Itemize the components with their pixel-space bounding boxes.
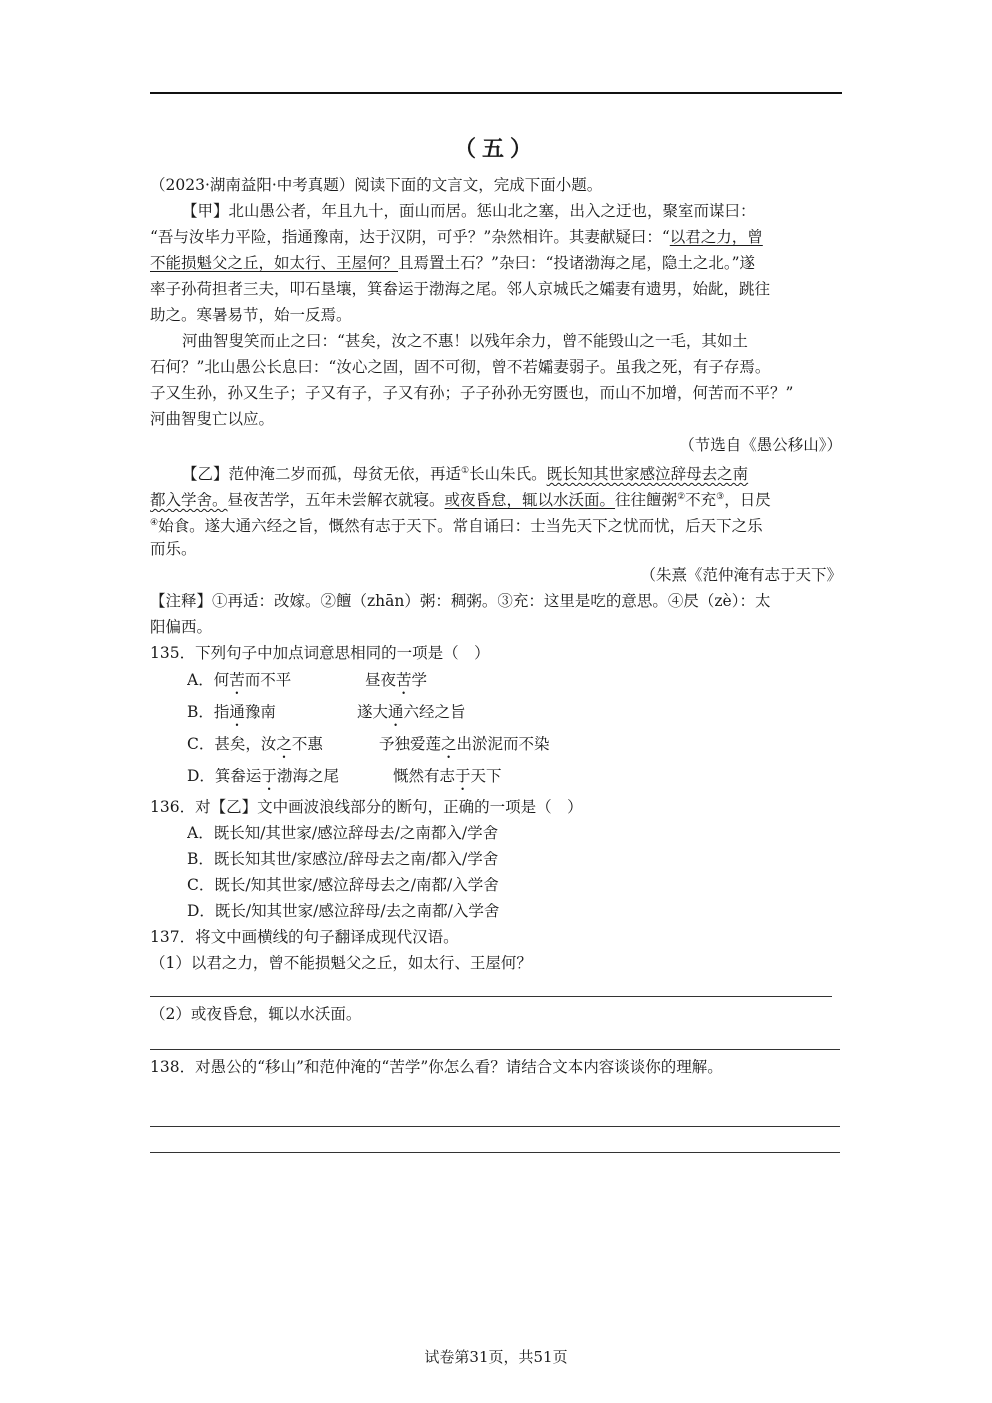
option-text: 不惠 (291, 735, 323, 753)
jia-line-5: 助之。寒暑易节，始一反焉。 (150, 306, 352, 324)
q138-stem: 138．对愚公的“移山”和范仲淹的“苦学”你怎么看？请结合文本内容谈谈你的理解。 (150, 1058, 723, 1076)
option-text: 天下 (470, 767, 502, 785)
option-text: 予独爱莲 (379, 735, 442, 753)
note-marker-2: ② (677, 492, 686, 502)
q137-sentence-1: （1）以君之力，曾不能损魁父之丘，如太行、王屋何？ (150, 954, 532, 972)
jia-para2-line-4: 河曲智叟亡以应。 (150, 410, 275, 428)
answer-line-137-2[interactable] (150, 1049, 840, 1050)
yi-line-2-text-b: 往往饘粥 (615, 491, 678, 510)
dotted-word: 通 (229, 703, 245, 721)
dotted-word: 苦 (229, 671, 245, 689)
option-text: B．指 (187, 703, 230, 721)
header-rule (150, 92, 842, 94)
option-text: 豫南 (244, 703, 276, 721)
notes-line-2: 阳偏西。 (150, 618, 213, 636)
q135-stem: 135．下列句子中加点词意思相同的一项是（ ） (150, 644, 490, 662)
page-footer: 试卷第31页，共51页 (424, 1348, 568, 1366)
dotted-word: 之 (276, 735, 292, 753)
option-text: 而不平 (244, 671, 292, 689)
jia-para2-line-3: 子又生孙，孙又生子；子又有子，子又有孙；子子孙孙无穷匮也，而山不加增，何苦而不平？” (150, 384, 794, 402)
jia-line-2 (150, 225, 842, 249)
answer-line-138-2[interactable] (150, 1152, 840, 1153)
notes-line-1: 【注释】①再适：改嫁。②饘（zhān）粥：稠粥。③充：这里是吃的意思。④昃（zè）：太 (150, 592, 771, 610)
yi-line-3-text: 始食。遂大通六经之旨，慨然有志于天下。常自诵曰：士当先天下之忧而忧，后天下之乐 (158, 517, 763, 536)
jia-para2-line-2: 石何？”北山愚公长息曰：“汝心之固，固不可彻，曾不若孀妻弱子。虽我之死，有子存焉。 (150, 358, 771, 376)
jia-line-2-text: “吾与汝毕力平险，指通豫南，达于汉阴，可乎？”杂然相许。其妻献疑曰：“ (150, 228, 670, 246)
note-marker-3: ③ (716, 492, 725, 502)
option-text: A．何 (187, 671, 230, 689)
option-text: 昼夜 (365, 671, 397, 689)
yi-wavy-sentence-part2: 都入学舍。 (150, 491, 228, 510)
option-second-sentence (379, 732, 550, 762)
note-marker-4: ④ (150, 518, 159, 528)
yi-line-1-text: 【乙】范仲淹二岁而孤，母贫无依，再适 (182, 465, 462, 484)
q136-option-d: D．既长/知其世家/感泣辞母/去之南都/入学舍 (187, 902, 500, 920)
yi-line-1-text-b: 长山朱氏。 (469, 465, 547, 484)
dotted-word: 之 (441, 735, 457, 753)
q136-option-b: B．既长知其世/家感泣/辞母去之南/都入/学舍 (187, 850, 499, 868)
q135-option-d (187, 764, 827, 794)
option-second-sentence (393, 764, 502, 794)
dotted-word: 苦 (396, 671, 412, 689)
q137-stem: 137．将文中画横线的句子翻译成现代汉语。 (150, 928, 459, 946)
jia-underlined-sentence-part1: 以君之力，曾 (669, 228, 763, 246)
option-text: 学 (411, 671, 428, 689)
option-second-sentence (365, 668, 427, 698)
yi-wavy-sentence-part1: 既长知其世家感泣辞母去之南 (546, 465, 749, 484)
option-text: 遂大 (357, 703, 389, 721)
option-text: C．甚矣，汝 (187, 735, 277, 753)
q135-option-b (187, 700, 827, 730)
yi-underlined-sentence: 或夜昏怠，辄以水沃面。 (444, 491, 616, 510)
q135-option-c (187, 732, 827, 762)
yi-source: （朱熹《范仲淹有志于天下》 (640, 566, 842, 584)
q136-option-a: A．既长知/其世家/感泣辞母去/之南都入/学舍 (187, 824, 499, 842)
dotted-word: 于 (455, 767, 471, 785)
jia-source: （节选自《愚公移山》） (679, 436, 842, 454)
yi-line-2-text-c: 不充 (685, 491, 717, 510)
yi-line-1 (150, 459, 842, 486)
yi-line-2-text: 昼夜苦学，五年未尝解衣就寝。 (227, 491, 445, 510)
jia-line-1: 【甲】北山愚公者，年且九十，面山而居。惩山北之塞，出入之迂也，聚室而谋曰： (182, 202, 756, 220)
q136-option-c: C．既长/知其世家/感泣辞母去之/南都/入学舍 (187, 876, 499, 894)
jia-line-4: 率子孙荷担者三夫，叩石垦壤，箕畚运于渤海之尾。邻人京城氏之孀妻有遗男，始龀，跳往 (150, 280, 771, 298)
note-marker-1: ① (461, 466, 470, 476)
yi-line-2 (150, 485, 842, 512)
q137-sentence-2: （2）或夜昏怠，辄以水沃面。 (150, 1005, 362, 1023)
jia-underlined-sentence-part2: 不能损魁父之丘，如太行、王屋何？ (150, 254, 399, 272)
jia-line-3 (150, 251, 842, 275)
option-text: 渤海之尾 (276, 767, 339, 785)
option-second-sentence (357, 700, 466, 730)
dotted-word: 通 (388, 703, 404, 721)
jia-para2-line-1: 河曲智叟笑而止之曰：“甚矣，汝之不惠！以残年余力，曾不能毁山之一毛，其如土 (182, 332, 748, 350)
option-text: 出淤泥而不染 (456, 735, 550, 753)
answer-line-137-1[interactable] (150, 996, 832, 997)
yi-line-3 (150, 511, 842, 538)
section-title: （五） (453, 136, 538, 162)
dotted-word: 于 (261, 767, 277, 785)
q135-option-a (187, 668, 827, 698)
q136-stem: 136．对【乙】文中画波浪线部分的断句，正确的一项是（ ） (150, 798, 583, 816)
option-text: 六经之旨 (403, 703, 466, 721)
option-text: 慨然有志 (393, 767, 456, 785)
option-text: D．箕畚运 (187, 767, 262, 785)
yi-line-2-text-d: ，日昃 (724, 491, 771, 510)
jia-line-3-text: 且焉置土石？”杂曰：“投诸渤海之尾，隐土之北。”遂 (398, 254, 756, 272)
intro-text: （2023·湖南益阳·中考真题）阅读下面的文言文，完成下面小题。 (150, 176, 603, 194)
yi-line-4: 而乐。 (150, 540, 197, 558)
answer-line-138-1[interactable] (150, 1126, 840, 1127)
